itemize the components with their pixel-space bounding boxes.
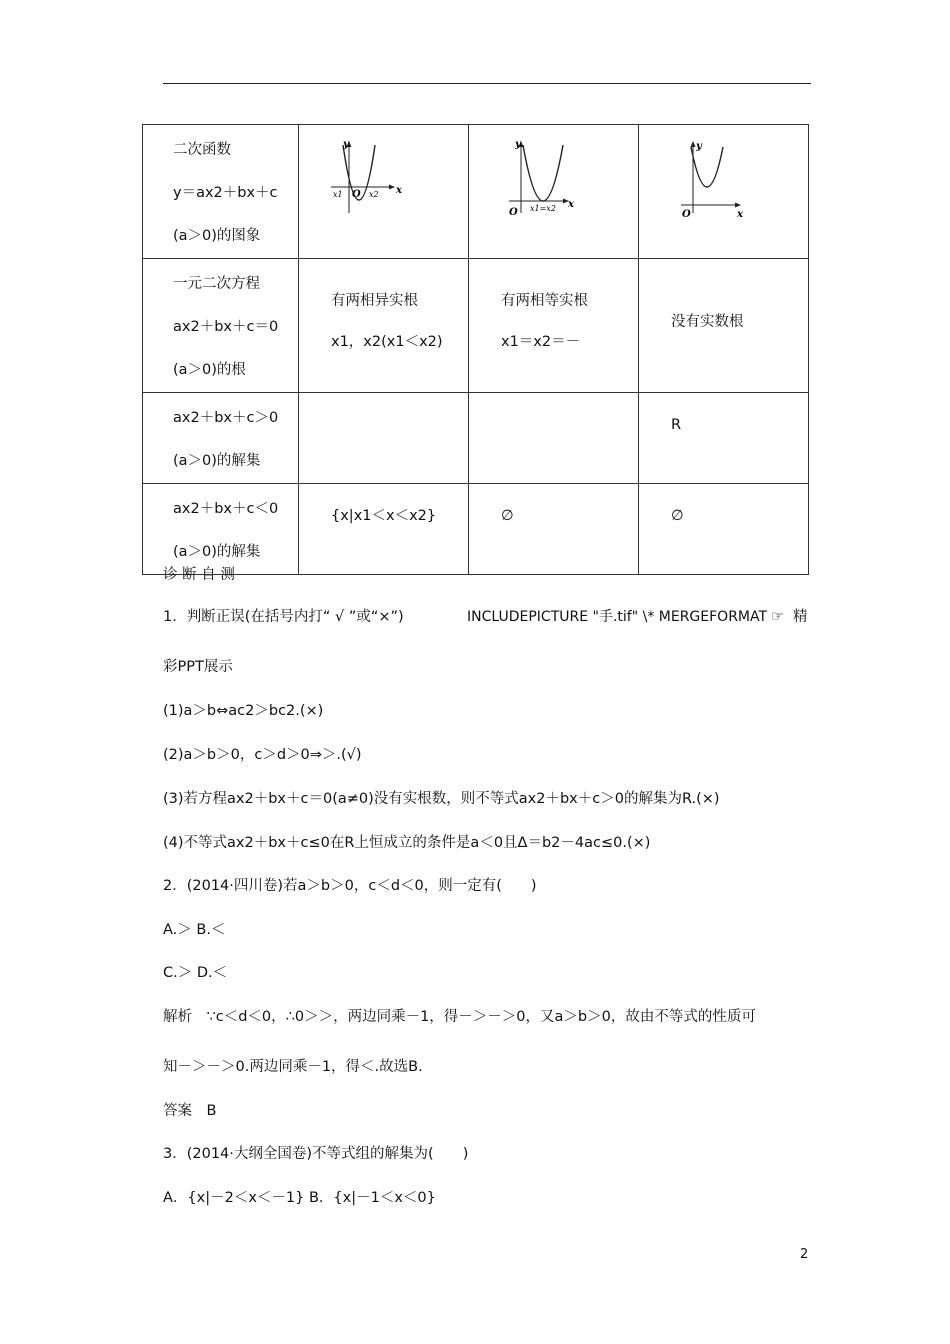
row-header-graph: 二次函数 y＝ax2＋bx＋c (a＞0)的图象 bbox=[143, 125, 299, 259]
header-rule bbox=[163, 83, 811, 84]
question-2-options-ab: A.＞ B.＜ bbox=[163, 922, 226, 938]
parabola-two-roots-icon bbox=[329, 137, 405, 219]
question-2-options-cd: C.＞ D.＜ bbox=[163, 965, 228, 981]
roots-two-distinct: 有两相异实根 x1，x2(x1＜x2) bbox=[299, 259, 469, 393]
includepicture-field: INCLUDEPICTURE "手.tif" \* MERGEFORMAT bbox=[467, 609, 768, 625]
graph-cell-no-root bbox=[639, 125, 809, 259]
svg-text:x: x bbox=[568, 199, 574, 210]
negative-set-no-root: ∅ bbox=[639, 484, 809, 575]
row-header-roots: 一元二次方程 ax2＋bx＋c＝0 (a＞0)的根 bbox=[143, 259, 299, 393]
svg-text:O: O bbox=[509, 207, 518, 218]
negative-set-double-root: ∅ bbox=[469, 484, 639, 575]
table-row bbox=[143, 259, 809, 393]
table-row bbox=[143, 393, 809, 484]
positive-set-two-roots bbox=[299, 393, 469, 484]
positive-set-no-root: R bbox=[639, 393, 809, 484]
section-title: 诊 断 自 测 bbox=[163, 567, 235, 583]
question-1-item: (2)a＞b＞0，c＞d＞0⇒＞.(√) bbox=[163, 747, 362, 763]
question-2-analysis-line-2: 知－＞－＞0.两边同乘－1，得＜.故选B. bbox=[163, 1059, 423, 1075]
graph-cell-two-roots bbox=[299, 125, 469, 259]
table-row bbox=[143, 484, 809, 575]
question-3-options-ab: A．{x|－2＜x＜－1} B．{x|－1＜x＜0} bbox=[163, 1190, 436, 1206]
question-2-answer: 答案 B bbox=[163, 1103, 217, 1119]
question-3-stem: 3．(2014·大纲全国卷)不等式组的解集为( ) bbox=[163, 1146, 469, 1162]
row-header-positive-set: ax2＋bx＋c＞0 (a＞0)的解集 bbox=[143, 393, 299, 484]
parabola-no-root-icon bbox=[679, 137, 755, 219]
question-1-line-1: 1．判断正误(在括号内打“ √ ”或“×”) INCLUDEPICTURE "手.tif" \* MERGEFORMAT ☞ 精 bbox=[163, 609, 808, 625]
pointing-hand-icon: ☞ bbox=[771, 609, 784, 625]
positive-set-double-root bbox=[469, 393, 639, 484]
svg-text:x: x bbox=[737, 209, 743, 219]
graph-cell-double-root bbox=[469, 125, 639, 259]
question-2-stem: 2．(2014·四川卷)若a＞b＞0，c＜d＜0，则一定有( ) bbox=[163, 878, 537, 894]
svg-text:y: y bbox=[515, 139, 521, 150]
question-1-item: (4)不等式ax2＋bx＋c≤0在R上恒成立的条件是a＜0且Δ＝b2－4ac≤0.(×) bbox=[163, 835, 651, 851]
svg-text:y: y bbox=[343, 139, 349, 150]
parabola-double-root-icon bbox=[507, 137, 583, 219]
question-1-item: (3)若方程ax2＋bx＋c＝0(a≠0)没有实根数，则不等式ax2＋bx＋c＞0的解集为R.(×) bbox=[163, 791, 720, 807]
svg-text:x2: x2 bbox=[369, 190, 379, 199]
quadratic-table bbox=[142, 124, 809, 575]
negative-set-two-roots: {x|x1＜x＜x2} bbox=[299, 484, 469, 575]
roots-none: 没有实数根 bbox=[639, 259, 809, 393]
table-row bbox=[143, 125, 809, 259]
question-1-item: (1)a＞b⇔ac2＞bc2.(×) bbox=[163, 703, 324, 719]
question-1-line-2: 彩PPT展示 bbox=[163, 659, 233, 675]
svg-text:y: y bbox=[696, 141, 702, 152]
svg-text:x: x bbox=[396, 185, 402, 196]
roots-two-equal: 有两相等实根 x1＝x2＝－ bbox=[469, 259, 639, 393]
svg-text:O: O bbox=[352, 189, 361, 200]
svg-text:x1: x1 bbox=[333, 190, 343, 199]
page-number: 2 bbox=[800, 1247, 809, 1262]
svg-text:O: O bbox=[682, 209, 691, 219]
svg-text:x1=x2: x1=x2 bbox=[530, 204, 556, 213]
question-2-analysis-line-1: 解析 ∵c＜d＜0，∴0＞＞，两边同乘－1，得－＞－＞0，又a＞b＞0，故由不等式的性质可 bbox=[163, 1009, 756, 1025]
row-header-negative-set: ax2＋bx＋c＜0 (a＞0)的解集 bbox=[143, 484, 299, 575]
